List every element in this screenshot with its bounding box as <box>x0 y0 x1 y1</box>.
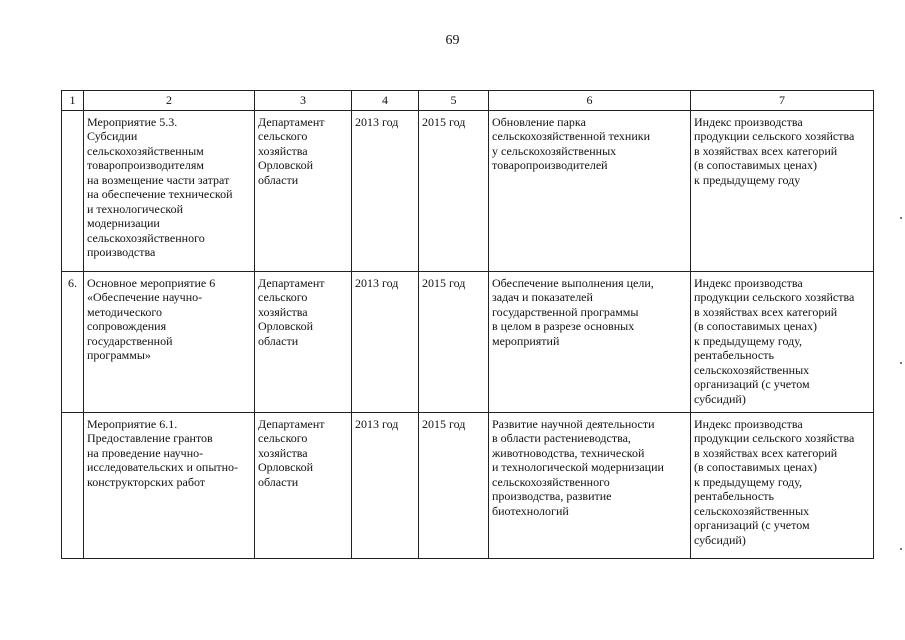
expected-result-cell: Развитие научной деятельности в области растениеводства, животноводства, технической и технологической модернизации сельскохозяйственного производства, развитие биотехнологий <box>489 412 691 558</box>
row-number-cell <box>62 412 84 558</box>
executor-cell: Департамент сельского хозяйства Орловской области <box>255 271 352 412</box>
executor-cell: Департамент сельского хозяйства Орловской области <box>255 412 352 558</box>
column-number-7: 7 <box>691 91 874 111</box>
scan-speck <box>900 217 902 219</box>
measure-name-cell: Основное мероприятие 6 «Обеспечение научно- методического сопровождения государственной программы» <box>84 271 255 412</box>
measure-name-cell: Мероприятие 6.1. Предоставление грантов на проведение научно- исследовательских и опытно- конструкторских работ <box>84 412 255 558</box>
scan-speck <box>900 362 902 364</box>
scan-speck <box>900 548 902 550</box>
table-row <box>62 271 874 412</box>
page-number: 69 <box>445 33 460 48</box>
end-year-cell: 2015 год <box>419 271 489 412</box>
indicator-cell: Индекс производства продукции сельского хозяйства в хозяйствах всех категорий (в сопоставимых ценах) к предыдущему году <box>691 110 874 271</box>
start-year-cell: 2013 год <box>352 110 419 271</box>
column-number-3: 3 <box>255 91 352 111</box>
table-row <box>62 412 874 558</box>
column-number-5: 5 <box>419 91 489 111</box>
program-measures-table <box>61 90 874 559</box>
column-number-6: 6 <box>489 91 691 111</box>
row-number-cell <box>62 110 84 271</box>
start-year-cell: 2013 год <box>352 412 419 558</box>
executor-cell: Департамент сельского хозяйства Орловской области <box>255 110 352 271</box>
start-year-cell: 2013 год <box>352 271 419 412</box>
measure-name-cell: Мероприятие 5.3. Субсидии сельскохозяйственным товаропроизводителям на возмещение части затрат на обеспечение технической и технологической модернизации сельскохозяйственного производства <box>84 110 255 271</box>
expected-result-cell: Обновление парка сельскохозяйственной техники у сельскохозяйственных товаропроизводителей <box>489 110 691 271</box>
expected-result-cell: Обеспечение выполнения цели, задач и показателей государственной программы в целом в разрезе основных мероприятий <box>489 271 691 412</box>
column-number-1: 1 <box>62 91 84 111</box>
row-number-cell: 6. <box>62 271 84 412</box>
table-header-row <box>62 91 874 111</box>
column-number-4: 4 <box>352 91 419 111</box>
end-year-cell: 2015 год <box>419 412 489 558</box>
indicator-cell: Индекс производства продукции сельского хозяйства в хозяйствах всех категорий (в сопоставимых ценах) к предыдущему году, рентабельность сельскохозяйственных организаций (с учетом субсидий) <box>691 271 874 412</box>
column-number-2: 2 <box>84 91 255 111</box>
indicator-cell: Индекс производства продукции сельского хозяйства в хозяйствах всех категорий (в сопоставимых ценах) к предыдущему году, рентабельность сельскохозяйственных организаций (с учетом субсидий) <box>691 412 874 558</box>
table-row <box>62 110 874 271</box>
end-year-cell: 2015 год <box>419 110 489 271</box>
